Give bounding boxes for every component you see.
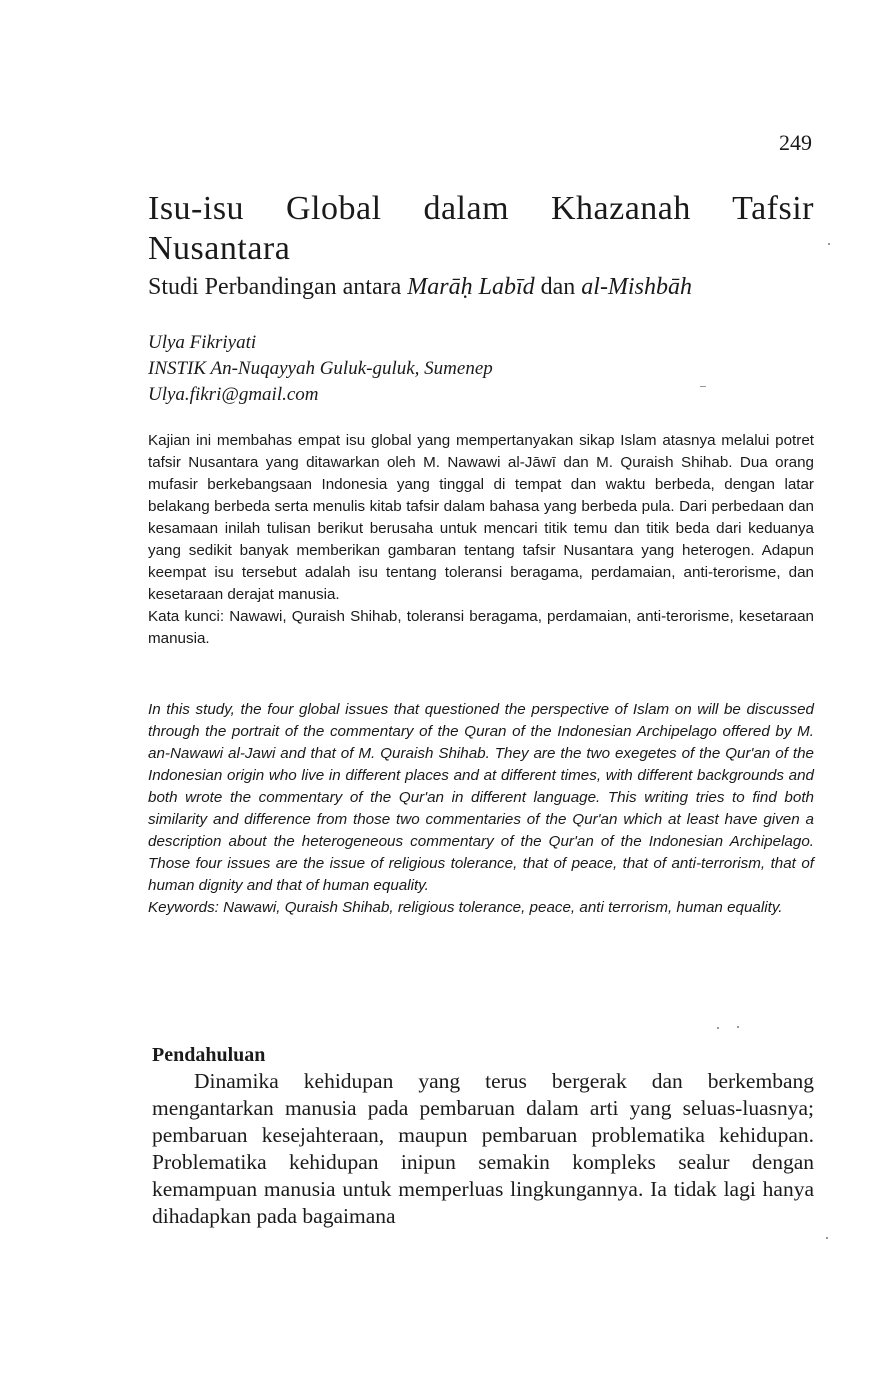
body-paragraph: Dinamika kehidupan yang terus bergerak dan berkembang mengantarkan manusia pada pembaruan dalam arti yang seluas-luasnya; pembaruan kesejahteraan, maupun pembaruan problematika kehidupan. Problematika kehidupan inipun semakin kompleks sealur dengan kemampuan manusia untuk memperluas lingkungannya. Ia tidak lagi hanya dihadapkan pada bagaimana (152, 1069, 814, 1228)
page-number: 249 (779, 130, 812, 155)
author-name: Ulya Fikriyati (148, 332, 257, 353)
abstract-english-text: In this study, the four global issues that questioned the perspective of Islam on will be discussed through the portrait of the commentary of the Quran of the Indonesian Archipelago offered by M. an-Nawawi al-Jawi and that of M. Quraish Shihab. They are the two exegetes of the Qur'an of the Indonesian origin who live in different places and at different times, with different backgrounds and both wrote the commentary of the Qur'an in different language. This writing tries to find both similarity and difference from those two commentaries of the Qur'an which at least have given a description about the heterogeneous commentary of the Qur'an of the Indonesian Archipelago. Those four issues are the issue of religious tolerance, that of peace, that of anti-terrorism, that of human dignity and that of human equality. (148, 701, 814, 894)
abstract-indonesian-keywords: Kata kunci: Nawawi, Quraish Shihab, toleransi beragama, perdamaian, anti-terorisme, kesetaraan manusia. (148, 608, 814, 647)
title-block (148, 188, 814, 304)
author-email: Ulya.fikri@gmail.com (148, 384, 319, 405)
subtitle-work-1: Marāḥ Labīd (407, 274, 535, 300)
abstract-indonesian-text: Kajian ini membahas empat isu global yang mempertanyakan sikap Islam atasnya melalui potret tafsir Nusantara yang ditawarkan oleh M. Nawawi al-Jāwī dan M. Quraish Shihab. Dua orang mufasir berkebangsaan Indonesia yang tinggal di tempat dan waktu berbeda, dengan latar belakang berbeda serta menulis kitab tafsir dalam bahasa yang berbeda pula. Dari perbedaan dan kesamaan inilah tulisan berikut berusaha untuk mencari titik temu dan titik beda dari keduanya yang sedikit banyak memberikan gambaran tentang tafsir Nusantara yang heterogen. Adapun keempat isu tersebut adalah isu tentang toleransi beragama, perdamaian, anti-terorisme, dan kesetaraan derajat manusia. (148, 432, 814, 603)
paper-title-line-1: Isu-isu Global dalam Khazanah Tafsir (148, 190, 814, 227)
scan-speck (700, 386, 706, 387)
abstract-english (148, 699, 814, 919)
paper-subtitle (148, 270, 814, 304)
section-heading: Pendahuluan (152, 1044, 266, 1066)
subtitle-work-2: al-Mishbāh (581, 274, 692, 300)
scan-speck (826, 1237, 828, 1239)
subtitle-middle: dan (534, 274, 582, 300)
subtitle-prefix: Studi Perbandingan antara (148, 274, 408, 300)
abstract-english-keywords: Keywords: Nawawi, Quraish Shihab, religious tolerance, peace, anti terrorism, human equality. (148, 899, 783, 916)
scan-speck (828, 243, 830, 245)
paper-title-line-2: Nusantara (148, 230, 291, 267)
scan-speck (717, 1027, 719, 1029)
author-affiliation: INSTIK An-Nuqayyah Guluk-guluk, Sumenep (148, 358, 493, 379)
scan-speck (737, 1026, 739, 1028)
author-block (148, 330, 748, 408)
abstract-indonesian (148, 430, 814, 650)
